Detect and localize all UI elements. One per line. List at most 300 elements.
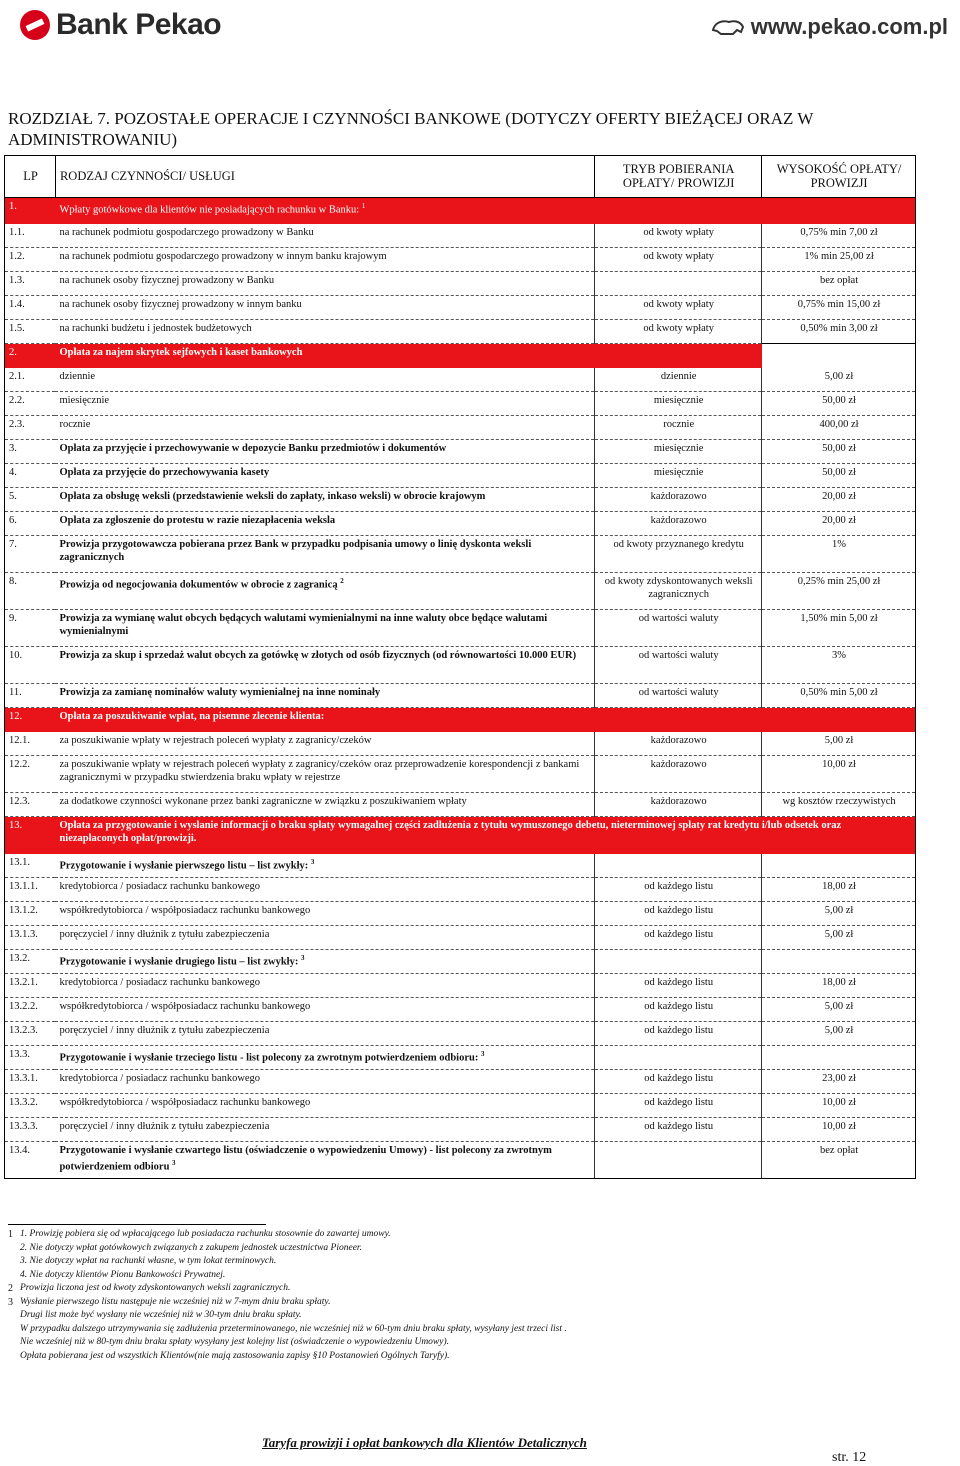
row-number (5, 573, 56, 610)
row-amount (762, 1118, 916, 1142)
row-amount (762, 464, 916, 488)
row-description (55, 950, 594, 974)
row-number-text: 1.1. (9, 226, 25, 238)
footnote-line (8, 1350, 948, 1364)
row-mode-text: miesięcznie (653, 395, 704, 406)
table-row (5, 1046, 916, 1070)
row-mode-text: miesięcznie (653, 467, 704, 478)
row-number-text: 12.1. (9, 734, 30, 746)
row-description-text: kredytobiorca / posiadacz rachunku bankowego (59, 977, 261, 988)
footnote-line (8, 1269, 948, 1283)
row-mode-text: od kwoty wpłaty (643, 299, 714, 310)
row-amount (762, 198, 916, 224)
column-header-lp: LP (5, 156, 56, 198)
footnotes (8, 1228, 948, 1363)
row-number-text: 9. (9, 613, 17, 624)
table-row (5, 854, 916, 878)
row-amount-text: 18,00 zł (822, 977, 856, 988)
row-amount-text: 1,50% min 5,00 zł (800, 613, 878, 624)
row-description-text: za dodatkowe czynności wykonane przez banki zagraniczne w związku z poszukiwaniem wpłaty (59, 796, 467, 807)
row-mode (595, 224, 762, 248)
row-number (5, 464, 56, 488)
row-number (5, 902, 56, 926)
row-amount (762, 684, 916, 708)
column-header-amount: WYSOKOŚĆ OPŁATY/ PROWIZJI (762, 156, 916, 198)
footnote-ref: 3 (480, 1050, 485, 1058)
footnote-mark (8, 1242, 20, 1256)
bison-icon (711, 18, 745, 36)
row-mode-text: od kwoty wpłaty (643, 323, 714, 334)
row-amount-text: 1% min 25,00 zł (804, 251, 874, 262)
row-description-text: współkredytobiorca / współposiadacz rachunku bankowego (59, 905, 311, 916)
row-number (5, 684, 56, 708)
row-mode (595, 926, 762, 950)
row-mode-text: od każdego listu (644, 1073, 714, 1084)
row-amount (762, 368, 916, 392)
row-number-text: 2.1. (9, 370, 25, 382)
row-number (5, 440, 56, 464)
row-description-text: kredytobiorca / posiadacz rachunku bankowego (59, 1073, 261, 1084)
row-mode-text: od wartości waluty (638, 687, 719, 698)
row-description (55, 684, 594, 708)
row-mode (595, 974, 762, 998)
row-description (55, 198, 594, 224)
row-number-text: 13. (9, 820, 23, 831)
row-description-text: współkredytobiorca / współposiadacz rachunku bankowego (59, 1001, 311, 1012)
row-mode (595, 488, 762, 512)
row-amount-text: 10,00 zł (822, 1097, 856, 1108)
row-mode (595, 392, 762, 416)
row-amount-text: bez opłat (819, 1145, 859, 1156)
row-description-text: Przygotowanie i wysłanie drugiego listu – list zwykły: (59, 956, 299, 968)
row-amount-text: 23,00 zł (822, 1073, 856, 1084)
row-number-text: 13.1. (9, 856, 30, 868)
row-mode (595, 1046, 762, 1070)
footnote-ref: 3 (172, 1159, 176, 1167)
row-number-text: 13.1.2. (9, 905, 38, 916)
row-mode (595, 464, 762, 488)
page-number: str. 12 (832, 1450, 867, 1465)
row-amount (762, 1094, 916, 1118)
chapter-title: ROZDZIAŁ 7. POZOSTAŁE OPERACJE I CZYNNOŚCI BANKOWE (DOTYCZY OFERTY BIEŻĄCEJ ORAZ W ADMINISTROWANIU) (8, 109, 814, 149)
row-amount (762, 926, 916, 950)
footnote-ref: 3 (300, 954, 305, 962)
row-number-text: 12.2. (9, 759, 30, 770)
row-description (55, 464, 594, 488)
row-description-text: na rachunek podmiotu gospodarczego prowadzony w Banku (59, 226, 314, 238)
row-number (5, 793, 56, 817)
footnote-mark: 2 (8, 1283, 13, 1294)
row-mode (595, 320, 762, 344)
footnote-line (8, 1323, 948, 1337)
footnote-separator (8, 1224, 266, 1225)
table-row (5, 536, 916, 573)
row-amount-text: 5,00 zł (824, 370, 854, 382)
row-description (55, 488, 594, 512)
row-description-text: Opłata za obsługę weksli (przedstawienie weksli do zapłaty, inkaso weksli) w obrocie krajowym (59, 491, 486, 502)
row-number-text: 2.3. (9, 419, 25, 430)
row-mode (595, 708, 762, 732)
row-mode-text: od każdego listu (644, 929, 714, 940)
table-row (5, 392, 916, 416)
row-mode (595, 647, 762, 684)
table-row (5, 344, 916, 368)
row-amount (762, 878, 916, 902)
row-description-text: Opłata za poszukiwanie wpłat, na pisemne zlecenie klienta: (59, 711, 325, 722)
footnote-line (8, 1282, 948, 1296)
row-number-text: 1.4. (9, 299, 25, 310)
website-url: www.pekao.com.pl (750, 14, 948, 39)
row-amount (762, 1046, 916, 1070)
row-description (55, 998, 594, 1022)
row-mode-text: od każdego listu (644, 977, 714, 988)
row-description-text: poręczyciel / inny dłużnik z tytułu zabezpieczenia (59, 1025, 270, 1036)
row-number-text: 12.3. (9, 796, 30, 807)
row-number (5, 392, 56, 416)
row-number (5, 512, 56, 536)
table-row (5, 1142, 916, 1179)
footnote-line (8, 1228, 948, 1242)
row-description (55, 392, 594, 416)
row-description-text: Prowizja za skup i sprzedaż walut obcych za gotówkę w złotych od osób fizycznych (od równowartości 10.000 EUR) (59, 650, 577, 661)
row-amount (762, 732, 916, 756)
row-amount (762, 344, 916, 368)
row-mode-text: od każdego listu (644, 1025, 714, 1036)
row-number-text: 2. (9, 347, 17, 358)
row-mode (595, 610, 762, 647)
row-amount (762, 440, 916, 464)
footnote-line (8, 1336, 948, 1350)
row-description-text: Opłata za zgłoszenie do protestu w razie niezapłacenia weksla (59, 515, 336, 526)
table-row (5, 368, 916, 392)
row-description (55, 1118, 594, 1142)
table-row (5, 926, 916, 950)
row-description-text: Prowizja za zamianę nominałów waluty wymienialnej na inne nominały (59, 687, 381, 698)
row-mode (595, 1022, 762, 1046)
footnote-line (8, 1309, 948, 1323)
table-row (5, 573, 916, 610)
table-row (5, 793, 916, 817)
row-description (55, 902, 594, 926)
row-number-text: 3. (9, 443, 17, 454)
row-description (55, 296, 594, 320)
row-number (5, 926, 56, 950)
row-mode-text: każdorazowo (650, 491, 707, 502)
footnote-mark: 3 (8, 1296, 13, 1308)
footnote-mark (8, 1336, 20, 1350)
row-description (55, 1070, 594, 1094)
row-amount (762, 272, 916, 296)
footnote-mark (8, 1309, 20, 1323)
row-amount (762, 224, 916, 248)
row-amount-text: 400,00 zł (819, 419, 859, 430)
row-description-text: współkredytobiorca / współposiadacz rachunku bankowego (59, 1097, 311, 1108)
row-mode (595, 440, 762, 464)
row-amount-text: 0,25% min 25,00 zł (797, 576, 881, 587)
row-number (5, 1046, 56, 1070)
row-description-text: Opłata za najem skrytek sejfowych i kaset bankowych (59, 347, 303, 358)
row-description-text: rocznie (59, 419, 91, 430)
row-mode (595, 732, 762, 756)
table-row (5, 902, 916, 926)
footnote-ref: 3 (310, 857, 315, 866)
row-description-text: dziennie (59, 370, 96, 382)
row-amount-text: 0,50% min 3,00 zł (800, 323, 878, 334)
table-row (5, 708, 916, 732)
row-number-text: 4. (9, 467, 17, 478)
row-mode (595, 684, 762, 708)
row-number (5, 1022, 56, 1046)
row-mode (595, 198, 762, 224)
row-amount (762, 416, 916, 440)
footnote-line (8, 1242, 948, 1256)
row-description (55, 344, 594, 368)
row-description-text: na rachunek osoby fizycznej prowadzony w innym banku (59, 299, 302, 310)
row-amount (762, 320, 916, 344)
row-description-text: Prowizja przygotowawcza pobierana przez Bank w przypadku podpisania umowy o linię dyskonta weksli zagranicznych (59, 539, 532, 563)
row-description-text: Przygotowanie i wysłanie czwartego listu (oświadczenie o wypowiedzeniu Umowy) - list polecony za zwrotnym potwierdzeniem odbioru (59, 1145, 552, 1173)
row-mode-text: każdorazowo (650, 759, 707, 770)
row-description-text: miesięcznie (59, 395, 110, 406)
row-mode-text: od każdego listu (644, 1121, 714, 1132)
row-description-text: Wpłaty gotówkowe dla klientów nie posiadających rachunku w Banku: (59, 204, 360, 216)
footnote-mark (8, 1269, 20, 1283)
footnote-text: Wysłanie pierwszego listu następuje nie wcześniej niż w 7-mym dniu braku spłaty. (20, 1296, 331, 1307)
row-description-text: na rachunki budżetu i jednostek budżetowych (59, 323, 252, 334)
row-number (5, 1070, 56, 1094)
row-amount-text: 18,00 zł (822, 881, 856, 892)
table-row (5, 684, 916, 708)
row-mode (595, 512, 762, 536)
footnote-text: W przypadku dalszego utrzymywania się zadłużenia przeterminowanego, nie wcześniej niż w 60-tym dniu braku spłaty, wysyłany jest trzeci list . (20, 1323, 567, 1334)
row-mode (595, 756, 762, 793)
column-header-type: RODZAJ CZYNNOŚCI/ USŁUGI (55, 156, 594, 198)
table-row (5, 974, 916, 998)
row-amount (762, 392, 916, 416)
row-description-text: na rachunek osoby fizycznej prowadzony w Banku (59, 275, 275, 286)
row-number (5, 854, 56, 878)
table-row (5, 272, 916, 296)
bank-logo (20, 8, 221, 42)
row-mode (595, 344, 762, 368)
row-amount-text: 3% (832, 650, 847, 661)
table-row (5, 610, 916, 647)
row-description-text: na rachunek podmiotu gospodarczego prowadzony w innym banku krajowym (59, 251, 387, 262)
footnote-mark: 1 (8, 1229, 13, 1240)
row-mode-text: od wartości waluty (638, 650, 719, 661)
row-amount (762, 1022, 916, 1046)
row-amount-text: 50,00 zł (822, 443, 856, 454)
row-mode (595, 296, 762, 320)
pekao-logo-icon (20, 10, 50, 40)
row-number-text: 1.2. (9, 251, 25, 262)
row-mode (595, 1142, 762, 1179)
row-description-text: za poszukiwanie wpłaty w rejestrach poleceń wypłaty z zagranicy/czeków oraz przeprowadzenie korespondencji z bankami zagranicznymi w przypadku stwierdzenia braku wpłaty w rejestrze (59, 759, 580, 783)
row-mode-text: od kwoty przyznanego kredytu (613, 539, 744, 550)
row-number (5, 647, 56, 684)
table-row (5, 248, 916, 272)
row-description (55, 1046, 594, 1070)
row-description-text: Przygotowanie i wysłanie pierwszego listu – list zwykły: (59, 860, 309, 871)
row-mode-text: od kwoty zdyskontowanych weksli zagranicznych (604, 576, 753, 600)
logo-text: Bank Pekao (56, 8, 222, 41)
row-amount (762, 854, 916, 878)
table-row (5, 950, 916, 974)
row-number (5, 416, 56, 440)
row-amount (762, 902, 916, 926)
row-amount-text: 5,00 zł (824, 1025, 854, 1036)
row-mode-text: miesięcznie (653, 443, 704, 454)
table-row (5, 464, 916, 488)
footnote-text: 4. Nie dotyczy klientów Pionu Bankowości Prywatnej. (20, 1269, 226, 1280)
row-number (5, 536, 56, 573)
table-row (5, 1118, 916, 1142)
table-row (5, 320, 916, 344)
row-mode (595, 1070, 762, 1094)
row-number (5, 320, 56, 344)
row-number-text: 13.3. (9, 1049, 30, 1060)
row-amount (762, 610, 916, 647)
row-number-text: 13.3.3. (9, 1121, 38, 1132)
table-row (5, 1022, 916, 1046)
row-description (55, 1142, 594, 1179)
row-amount (762, 1070, 916, 1094)
row-amount (762, 488, 916, 512)
table-row (5, 817, 916, 854)
row-number (5, 950, 56, 974)
row-description (55, 1094, 594, 1118)
row-mode-text: rocznie (663, 419, 695, 430)
row-amount (762, 1142, 916, 1179)
footnote-line (8, 1255, 948, 1269)
footnote-mark (8, 1323, 20, 1337)
row-amount-text: 20,00 zł (822, 491, 856, 502)
row-number (5, 488, 56, 512)
row-number-text: 6. (9, 515, 17, 526)
row-description (55, 926, 594, 950)
footnote-text: 1. Prowizję pobiera się od wpłacającego lub posiadacza rachunku stosownie do zawartej umowy. (20, 1229, 391, 1239)
footnote-text: 2. Nie dotyczy wpłat gotówkowych związanych z zakupem jednostek uczestnictwa Pioneer. (20, 1242, 362, 1253)
row-description (55, 440, 594, 464)
row-number-text: 13.2.2. (9, 1001, 38, 1012)
table-row (5, 416, 916, 440)
row-description (55, 756, 594, 793)
row-description-text: Przygotowanie i wysłanie trzeciego listu - list polecony za zwrotnym potwierdzeniem odbioru: (59, 1052, 479, 1064)
row-number-text: 13.2. (9, 953, 30, 964)
row-number (5, 732, 56, 756)
row-description (55, 854, 594, 878)
footnote-text: 3. Nie dotyczy wpłat na rachunki własne, w tym lokat terminowych. (20, 1256, 277, 1266)
row-mode (595, 573, 762, 610)
row-amount-text: 0,75% min 7,00 zł (800, 226, 878, 238)
row-amount-text: wg kosztów rzeczywistych (782, 796, 896, 807)
row-amount-text: 5,00 zł (824, 734, 854, 746)
row-number-text: 10. (9, 650, 23, 661)
row-amount (762, 296, 916, 320)
row-amount-text: 10,00 zł (822, 1121, 856, 1132)
row-description (55, 320, 594, 344)
row-mode (595, 248, 762, 272)
footnote-line (8, 1296, 948, 1310)
row-mode-text: od wartości waluty (638, 613, 719, 624)
table-row (5, 512, 916, 536)
row-mode (595, 416, 762, 440)
row-number-text: 13.3.2. (9, 1097, 38, 1108)
row-description (55, 536, 594, 573)
footnote-mark (8, 1350, 20, 1364)
row-number-text: 11. (9, 687, 22, 698)
row-amount (762, 756, 916, 793)
table-row (5, 647, 916, 684)
footnote-text: Prowizja liczona jest od kwoty zdyskontowanych weksli zagranicznych. (20, 1283, 291, 1293)
row-amount (762, 708, 916, 732)
table-row (5, 440, 916, 464)
column-header-mode: TRYB POBIERANIA OPŁATY/ PROWIZJI (595, 156, 762, 198)
row-amount-text: 5,00 zł (824, 905, 854, 916)
row-mode-text: od każdego listu (644, 881, 714, 892)
table-row (5, 198, 916, 224)
row-description (55, 974, 594, 998)
row-description (55, 416, 594, 440)
row-number (5, 998, 56, 1022)
row-amount-text: 5,00 zł (824, 929, 854, 940)
footnote-text: Nie wcześniej niż w 80-tym dniu braku spłaty wysyłany jest kolejny list (oświadczenie o wypowiedzeniu Umowy). (20, 1337, 450, 1347)
row-number (5, 756, 56, 793)
row-description-text: poręczyciel / inny dłużnik z tytułu zabezpieczenia (59, 1121, 270, 1132)
row-number-text: 13.3.1. (9, 1073, 38, 1084)
row-number-text: 13.2.1. (9, 977, 38, 988)
row-mode (595, 878, 762, 902)
row-amount-text: 50,00 zł (822, 467, 856, 478)
row-number-text: 13.1.3. (9, 929, 38, 940)
row-mode (595, 998, 762, 1022)
table-row (5, 224, 916, 248)
row-description (55, 647, 594, 684)
row-number-text: 13.2.3. (9, 1025, 38, 1036)
footnote-text: Drugi list może być wysłany nie wcześniej niż w 30-tym dniu braku spłaty. (20, 1310, 302, 1320)
table-row (5, 1070, 916, 1094)
row-mode (595, 902, 762, 926)
row-number (5, 248, 56, 272)
row-mode-text: od każdego listu (644, 1001, 714, 1012)
row-number (5, 272, 56, 296)
row-amount (762, 647, 916, 684)
table-row (5, 998, 916, 1022)
row-number (5, 1118, 56, 1142)
row-mode-text: od kwoty wpłaty (643, 251, 714, 262)
row-number (5, 224, 56, 248)
row-description-text: Opłata za przygotowanie i wysłanie informacji o braku spłaty wymagalnej części zadłużenia z tytułu wymuszonego debetu, nieterminowej spłaty rat kredytu i/lub odsetek oraz niezapłaconych opłat/prowizji. (59, 820, 842, 844)
row-number (5, 708, 56, 732)
row-description-text: Prowizja od negocjowania dokumentów w obrocie z zagranicą (59, 579, 338, 591)
row-amount (762, 974, 916, 998)
row-number (5, 198, 56, 224)
row-mode (595, 854, 762, 878)
row-description (55, 368, 594, 392)
row-description (55, 708, 594, 732)
table-row (5, 878, 916, 902)
row-amount-text: 20,00 zł (822, 515, 856, 526)
row-description (55, 224, 594, 248)
row-description-text: Prowizja za wymianę walut obcych będących walutami wymienialnymi na inne waluty obce będące walutami wymienialnymi (59, 613, 548, 637)
row-amount-text: bez opłat (819, 275, 859, 286)
fee-table (4, 155, 916, 1179)
row-amount (762, 573, 916, 610)
footnote-text: Opłata pobierana jest od wszystkich Klientów(nie mają zastosowania zapisy §10 Postanowień Ogólnych Taryfy). (20, 1350, 450, 1361)
row-number-text: 2.2. (9, 395, 25, 406)
row-amount (762, 248, 916, 272)
row-amount-text: 5,00 zł (824, 1001, 854, 1012)
